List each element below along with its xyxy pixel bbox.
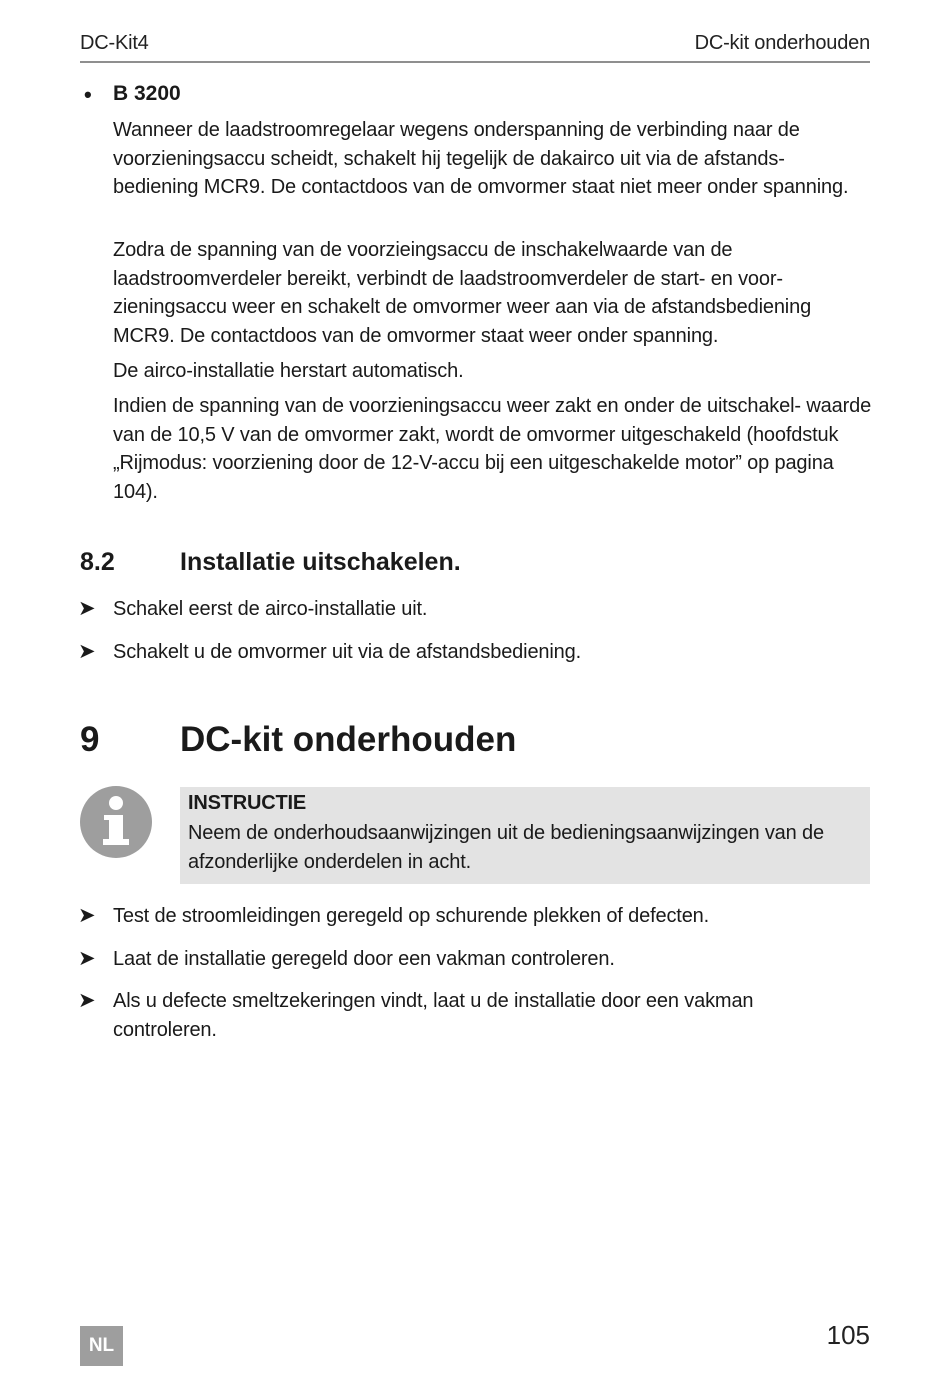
b3200-paragraph-4: Indien de spanning van de voorzieningsaccu weer zakt en onder de uitschakel- waarde van de 10,5 V van de omvormer zakt, wordt de omvormer uitgeschakeld (hoofdstuk „Rijmodus: voorziening door de 12-V-accu bij een uitgeschakelde motor” op pagina 104). xyxy=(113,395,872,503)
section-9-step-1: Test de stroomleidingen geregeld op schurende plekken of defecten. xyxy=(113,905,710,927)
bullet-dot: • xyxy=(84,82,92,107)
b3200-heading: B 3200 xyxy=(113,82,181,105)
info-icon xyxy=(80,786,152,858)
section-9-step-3: Als u defecte smeltzekeringen vindt, laat u de installatie door een vakman controleren. xyxy=(113,990,754,1041)
step-arrow-icon: ➤ xyxy=(78,904,96,927)
step-arrow-icon: ➤ xyxy=(78,947,96,970)
running-header-right: DC-kit onderhouden xyxy=(694,32,870,54)
language-badge: NL xyxy=(80,1326,123,1366)
section-8-2-step-1: Schakel eerst de airco-installatie uit. xyxy=(113,598,428,620)
section-8-2-step-2: Schakelt u de omvormer uit via de afstandsbediening. xyxy=(113,641,582,663)
step-arrow-icon: ➤ xyxy=(78,989,96,1012)
note-title: INSTRUCTIE xyxy=(188,792,307,814)
section-9-step-2: Laat de installatie geregeld door een vakman controleren. xyxy=(113,948,615,970)
header-rule xyxy=(80,61,870,63)
page-number: 105 xyxy=(826,1320,870,1350)
b3200-paragraph-2: Zodra de spanning van de voorzieingsaccu de inschakelwaarde van de laadstroomverdeler bereikt, verbindt de laadstroomverdeler de start- en voor- zieningsaccu weer en schakelt de omvormer weer aan via de afstandsbediening MCR9. De contactdoos van de omvormer staat weer onder spanning. xyxy=(113,239,812,347)
note-text: Neem de onderhoudsaanwijzingen uit de bedieningsaanwijzingen van de afzonderlijke onderdelen in acht. xyxy=(188,822,824,873)
step-arrow-icon: ➤ xyxy=(78,640,96,663)
section-8-2-title: Installatie uitschakelen. xyxy=(180,548,461,576)
section-9-title: DC-kit onderhouden xyxy=(180,720,517,759)
running-header-left: DC-Kit4 xyxy=(80,32,149,54)
section-9-number: 9 xyxy=(80,720,100,759)
section-8-2-number: 8.2 xyxy=(80,548,115,576)
b3200-paragraph-3: De airco-installatie herstart automatisch. xyxy=(113,360,464,382)
step-arrow-icon: ➤ xyxy=(78,597,96,620)
b3200-paragraph-1: Wanneer de laadstroomregelaar wegens onderspanning de verbinding naar de voorzieningsaccu scheidt, schakelt hij tegelijk de dakairco uit via de afstands- bediening MCR9. De contactdoos van de omvormer staat niet meer onder spanning. xyxy=(113,119,849,198)
